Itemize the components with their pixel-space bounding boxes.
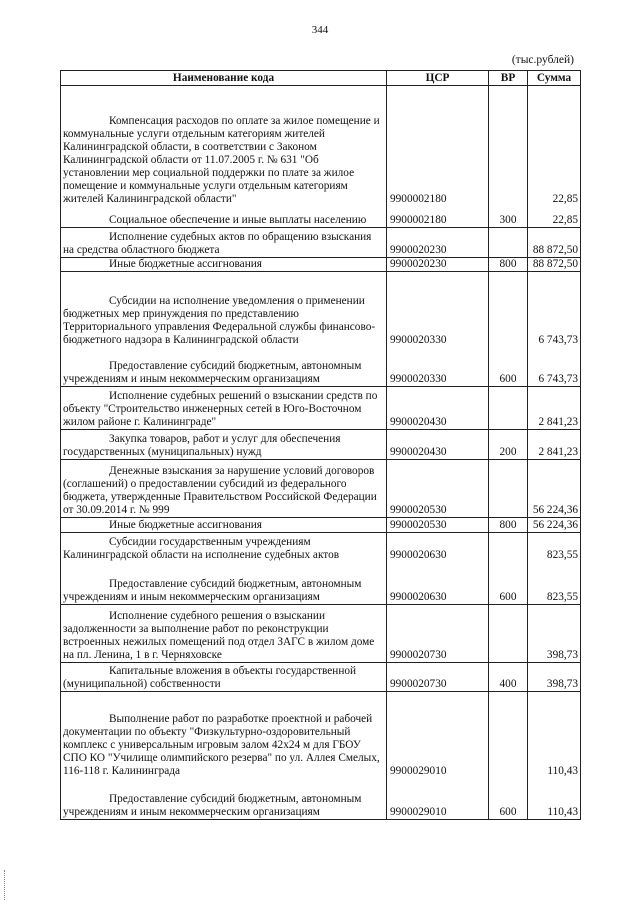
row-vr-cell [489,86,528,206]
row-vr-cell [489,460,528,518]
row-name-cell [61,347,387,387]
row-csr-cell: 9900020430 [387,430,489,460]
table-row [61,272,581,347]
row-vr-cell: 300 [489,206,528,228]
row-name-cell [61,460,387,518]
header-csr: ЦСР [387,71,489,86]
row-vr-cell [489,228,528,258]
row-vr-cell: 800 [489,518,528,533]
row-vr-cell [489,533,528,562]
row-name-text: Исполнение судебных решений о взыскании средств по объекту "Строительство инженерных сетей в Юго-Восточном жилом районе г. Калининграде" [63,390,378,428]
row-vr-cell: 600 [489,778,528,820]
row-sum-cell: 398,73 [528,605,581,663]
header-name: Наименование кода [61,71,387,86]
row-name-text: Денежные взыскания за нарушение условий договоров (соглашений) о предоставлении субсидий из федерального бюджета, утвержденные Правительством Российской Федерации от 30.09.2014 г. № 999 [63,465,377,516]
table-row [61,663,581,692]
row-name-cell [61,778,387,820]
row-vr-cell [489,272,528,347]
table-row [61,258,581,272]
row-name-cell [61,430,387,460]
row-sum-cell: 56 224,36 [528,518,581,533]
row-name-text: Иные бюджетные ассигнования [109,258,262,270]
row-csr-cell: 9900029010 [387,778,489,820]
row-sum-cell: 6 743,73 [528,347,581,387]
row-name-text: Иные бюджетные ассигнования [109,519,262,531]
table-row [61,562,581,605]
table-row [61,206,581,228]
row-csr-cell: 9900029010 [387,692,489,778]
row-csr-cell: 9900020630 [387,562,489,605]
row-name-cell [61,533,387,562]
row-sum-cell: 88 872,50 [528,228,581,258]
row-csr-cell: 9900002180 [387,206,489,228]
row-csr-cell: 9900020430 [387,387,489,430]
table-row [61,86,581,206]
row-name-text: Предоставление субсидий бюджетным, автономным учреждениям и иным некоммерческим организациям [63,360,362,385]
table-row [61,460,581,518]
row-name-cell [61,562,387,605]
table-row [61,387,581,430]
row-sum-cell: 110,43 [528,692,581,778]
row-name-text: Выполнение работ по разработке проектной и рабочей документации по объекту "Физкультурно-оздоровительный комплекс с универсальным игровым залом 42х24 м для ГБОУ СПО КО "Училище олимпийского резерва" по ул. Аллея Смелых, 116-118 г. Калининграда [63,712,380,777]
page-number: 344 [311,24,329,36]
row-sum-cell: 88 872,50 [528,258,581,272]
row-csr-cell: 9900020730 [387,663,489,692]
row-name-cell [61,272,387,347]
row-csr-cell: 9900020730 [387,605,489,663]
table-header-row [61,71,581,86]
row-vr-cell [489,692,528,778]
row-name-text: Капитальные вложения в объекты государственной (муниципальной) собственности [63,665,357,690]
row-name-text: Исполнение судебного решения о взыскании задолженности за выполнение работ по реконструкции встроенных нежилых помещений под отдел ЗАГС в жилом доме на пл. Ленина, 1 в г. Черняховске [63,610,375,661]
margin-mark [4,870,8,900]
row-sum-cell: 2 841,23 [528,387,581,430]
row-sum-cell: 22,85 [528,206,581,228]
row-sum-cell: 56 224,36 [528,460,581,518]
row-name-cell [61,518,387,533]
table-row [61,228,581,258]
table-row [61,605,581,663]
row-csr-cell: 9900002180 [387,86,489,206]
row-csr-cell: 9900020330 [387,347,489,387]
row-csr-cell: 9900020330 [387,272,489,347]
row-csr-cell: 9900020530 [387,518,489,533]
row-name-cell [61,258,387,272]
row-name-cell [61,86,387,206]
table-row [61,692,581,778]
row-name-text: Закупка товаров, работ и услуг для обеспечения государственных (муниципальных) нужд [63,433,341,458]
budget-table [60,70,581,820]
row-name-text: Предоставление субсидий бюджетным, автономным учреждениям и иным некоммерческим организациям [63,578,362,603]
row-vr-cell: 600 [489,562,528,605]
row-sum-cell: 6 743,73 [528,272,581,347]
row-vr-cell [489,387,528,430]
row-name-text: Субсидии на исполнение уведомления о применении бюджетных мер принуждения по представлению Территориального управления Федеральной службы финансово-бюджетного надзора в Калининградской области [63,294,376,346]
table-row [61,430,581,460]
table-row [61,533,581,562]
row-sum-cell: 823,55 [528,562,581,605]
row-sum-cell: 110,43 [528,778,581,820]
row-vr-cell: 200 [489,430,528,460]
row-name-cell [61,692,387,778]
row-name-cell [61,605,387,663]
row-name-text: Исполнение судебных актов по обращению взыскания на средства областного бюджета [63,231,372,256]
row-name-cell [61,228,387,258]
row-csr-cell: 9900020630 [387,533,489,562]
row-name-text: Компенсация расходов по оплате за жилое помещение и коммунальные услуги отдельным категориям жителей Калининградской области, в соответствии с Законом Калининградской области от 11.07.2005 г. № 631 "Об установлении мер социальной поддержки по плате за жилое помещение и коммунальные услуги отдельным категориям жителей Калининградской области" [63,114,380,205]
row-sum-cell: 823,55 [528,533,581,562]
row-csr-cell: 9900020230 [387,228,489,258]
row-vr-cell: 600 [489,347,528,387]
row-vr-cell: 800 [489,258,528,272]
row-vr-cell [489,605,528,663]
row-csr-cell: 9900020230 [387,258,489,272]
row-name-text: Социальное обеспечение и иные выплаты населению [109,214,367,226]
row-sum-cell: 2 841,23 [528,430,581,460]
row-name-text: Предоставление субсидий бюджетным, автономным учреждениям и иным некоммерческим организациям [63,793,362,818]
row-name-cell [61,663,387,692]
header-vr: ВР [489,71,528,86]
table-row [61,518,581,533]
units-label: (тыс.рублей) [511,54,574,66]
row-vr-cell: 400 [489,663,528,692]
row-name-text: Субсидии государственным учреждениям Калининградской области на исполнение судебных актов [63,535,340,561]
table-row [61,778,581,820]
row-sum-cell: 22,85 [528,86,581,206]
row-sum-cell: 398,73 [528,663,581,692]
row-csr-cell: 9900020530 [387,460,489,518]
row-name-cell [61,387,387,430]
header-sum: Сумма [528,71,581,86]
table-row [61,347,581,387]
row-name-cell [61,206,387,228]
